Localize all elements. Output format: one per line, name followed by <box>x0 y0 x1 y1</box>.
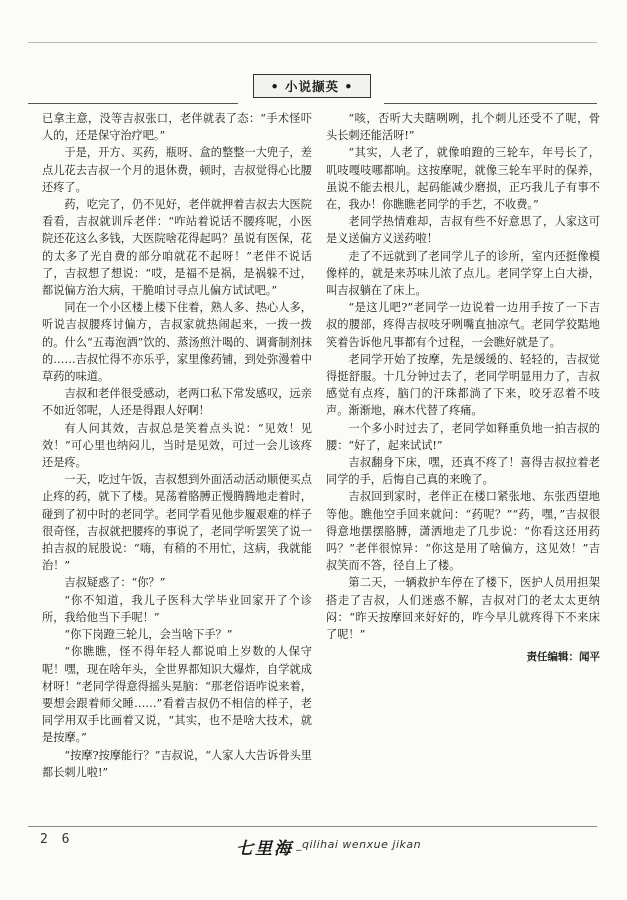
paragraph: 于是，开方、买药，瓶呀、盒的整整一大兜子，差点儿花去吉叔一个月的退休费，顿时，吉叔觉得心比腰还疼了。 <box>42 146 312 194</box>
paragraph: “其实，人老了，就像咱蹬的三轮车，年号长了，叽吱嘎吱哪都响。这按摩呢，就像三轮车平时的保养，虽说不能去根儿，起码能减少磨损，正巧我儿子有事不在，我办！你瞧瞧老同学的手艺，不收费。” <box>326 146 600 212</box>
paragraph: 药，吃完了，仍不见好，老伴就押着吉叔去大医院看看，吉叔就训斥老伴：“咋站着说话不腰疼呢，小医院还花这么多钱，大医院啥花得起吗？虽说有医保，花的太多了光自费的部分咱就花不起呀！”老伴不说话了，吉叔想了想说：“哎，是福不是祸，是祸躲不过，都说偏方治大病，干脆咱讨寻点儿偏方试试吧。” <box>42 198 312 298</box>
paragraph: “咳，否听大夫瞎咧咧，扎个刺儿还受不了呢，骨头长刺还能活呀!” <box>326 112 600 143</box>
paragraph: “你下岗蹬三轮儿，会当啥下手？” <box>64 628 233 642</box>
paragraph: 老同学开始了按摩，先是缓缓的、轻轻的，吉叔觉得挺舒服。十几分钟过去了，老同学明显用力了，吉叔感觉有点疼，脑门的汗珠都淌了下来，咬牙忍着不吱声。渐渐地，麻木代替了疼痛。 <box>326 352 600 418</box>
right-column <box>326 110 600 667</box>
paragraph: 吉叔疑惑了：“你？” <box>64 576 166 590</box>
paragraph: 第二天，一辆救护车停在了楼下，医护人员用担架搭走了吉叔，人们迷惑不解，吉叔对门的老太太更纳闷：“昨天按摩回来好好的，咋今早儿就疼得下不来床了呢！” <box>326 576 600 642</box>
left-column <box>42 110 312 781</box>
paragraph: 走了不远就到了老同学儿子的诊所，室内还挺像模像样的，就是来苏味儿浓了点儿。老同学穿上白大褂，叫吉叔躺在了床上。 <box>326 249 600 298</box>
paragraph: 一天，吃过午饭，吉叔想到外面活动活动顺便买点止疼的药，就下了楼。晃荡着胳膊正慢腾腾地走着时，碰到了初中时的老同学。老同学看见他步履艰难的样子很奇怪，吉叔就把腰疼的事说了，老同学听罢笑了说一拍吉叔的屁股说：“嗨，有稍的不用忙，这病，我就能治！” <box>42 473 312 573</box>
paragraph: 吉叔回到家时，老伴正在楼口紧张地、东张西望地等他。瞧他空手回来就问：“药呢？”“药，嘿，”吉叔很得意地摆摆胳膊，潇洒地走了几步说：“你看这还用药吗？”老伴很惊异：“你这是用了啥偏方，这见效！”吉叔笑而不答，径自上了楼。 <box>326 490 600 573</box>
magazine-logo: 七里海 <box>236 839 293 859</box>
paragraph: 一个多小时过去了，老同学如释重负地一拍吉叔的腰：“好了，起来试试!” <box>326 421 600 452</box>
magazine-name-pinyin: _qilihai wenxue jikan <box>296 838 422 851</box>
paragraph: 同在一个小区楼上楼下住着，熟人多、热心人多，听说吉叔腰疼讨偏方，吉叔家就热闹起来，一拨一拨的。什么“五毒泡酒”饮的、蒸汤煎汁喝的、调膏制剂抹的……吉叔忙得不亦乐乎，家里像药铺，到处弥漫着中草药的味道。 <box>42 301 312 384</box>
paragraph: 老同学热情难却，吉叔有些不好意思了，人家这可是义送偏方义送药啦！ <box>326 215 600 246</box>
paragraph: 吉叔和老伴很受感动，老两口私下常发感叹，远亲不如近邻呢，人还是得跟人好啊！ <box>42 387 312 418</box>
paragraph: 吉叔翻身下床，嘿，还真不疼了！喜得吉叔拉着老同学的手，后悔自己真的来晚了。 <box>326 456 600 487</box>
paragraph: 已拿主意，没等吉叔张口，老伴就表了态：“手术怪吓人的，还是保守治疗吧。” <box>42 112 312 143</box>
footer-rule <box>28 826 597 827</box>
header-line-left <box>28 103 238 104</box>
paragraph: “你不知道，我儿子医科大学毕业回家开了个诊所，我给他当下手呢！” <box>42 593 312 624</box>
editor-credit: 责任编辑：闻平 <box>526 651 600 664</box>
paragraph: “你瞧瞧，怪不得年轻人都说咱上岁数的人保守呢！嘿，现在啥年头，全世界都知识大爆炸，自学就成材呀！”老同学得意得摇头晃脑：“那老俗语咋说来着，要想会跟着师父睡……”看着吉叔仍不相信的样子，老同学用双手比画着又说，“其实，也不是啥大技术，就是按摩。” <box>42 645 312 745</box>
paragraph: “按摩?按摩能行？”吉叔说，“人家人大告诉骨头里都长刺儿啦!” <box>42 748 312 779</box>
section-label: • 小说撷英 • <box>253 74 371 98</box>
page-number: 2 6 <box>40 832 73 847</box>
top-rule <box>28 42 597 43</box>
paragraph: “是这儿吧?”老同学一边说着一边用手按了一下吉叔的腰部，疼得吉叔吱牙咧嘴直抽凉气。老同学狡黠地笑着告诉他凡事都有个过程，一会瞧好就是了。 <box>326 301 600 349</box>
header-line-right <box>384 103 597 104</box>
paragraph: 有人问其效，吉叔总是笑着点头说：“见效！见效！”可心里也纳闷儿，当时是见效，可过一会儿该疼还是疼。 <box>42 421 312 470</box>
